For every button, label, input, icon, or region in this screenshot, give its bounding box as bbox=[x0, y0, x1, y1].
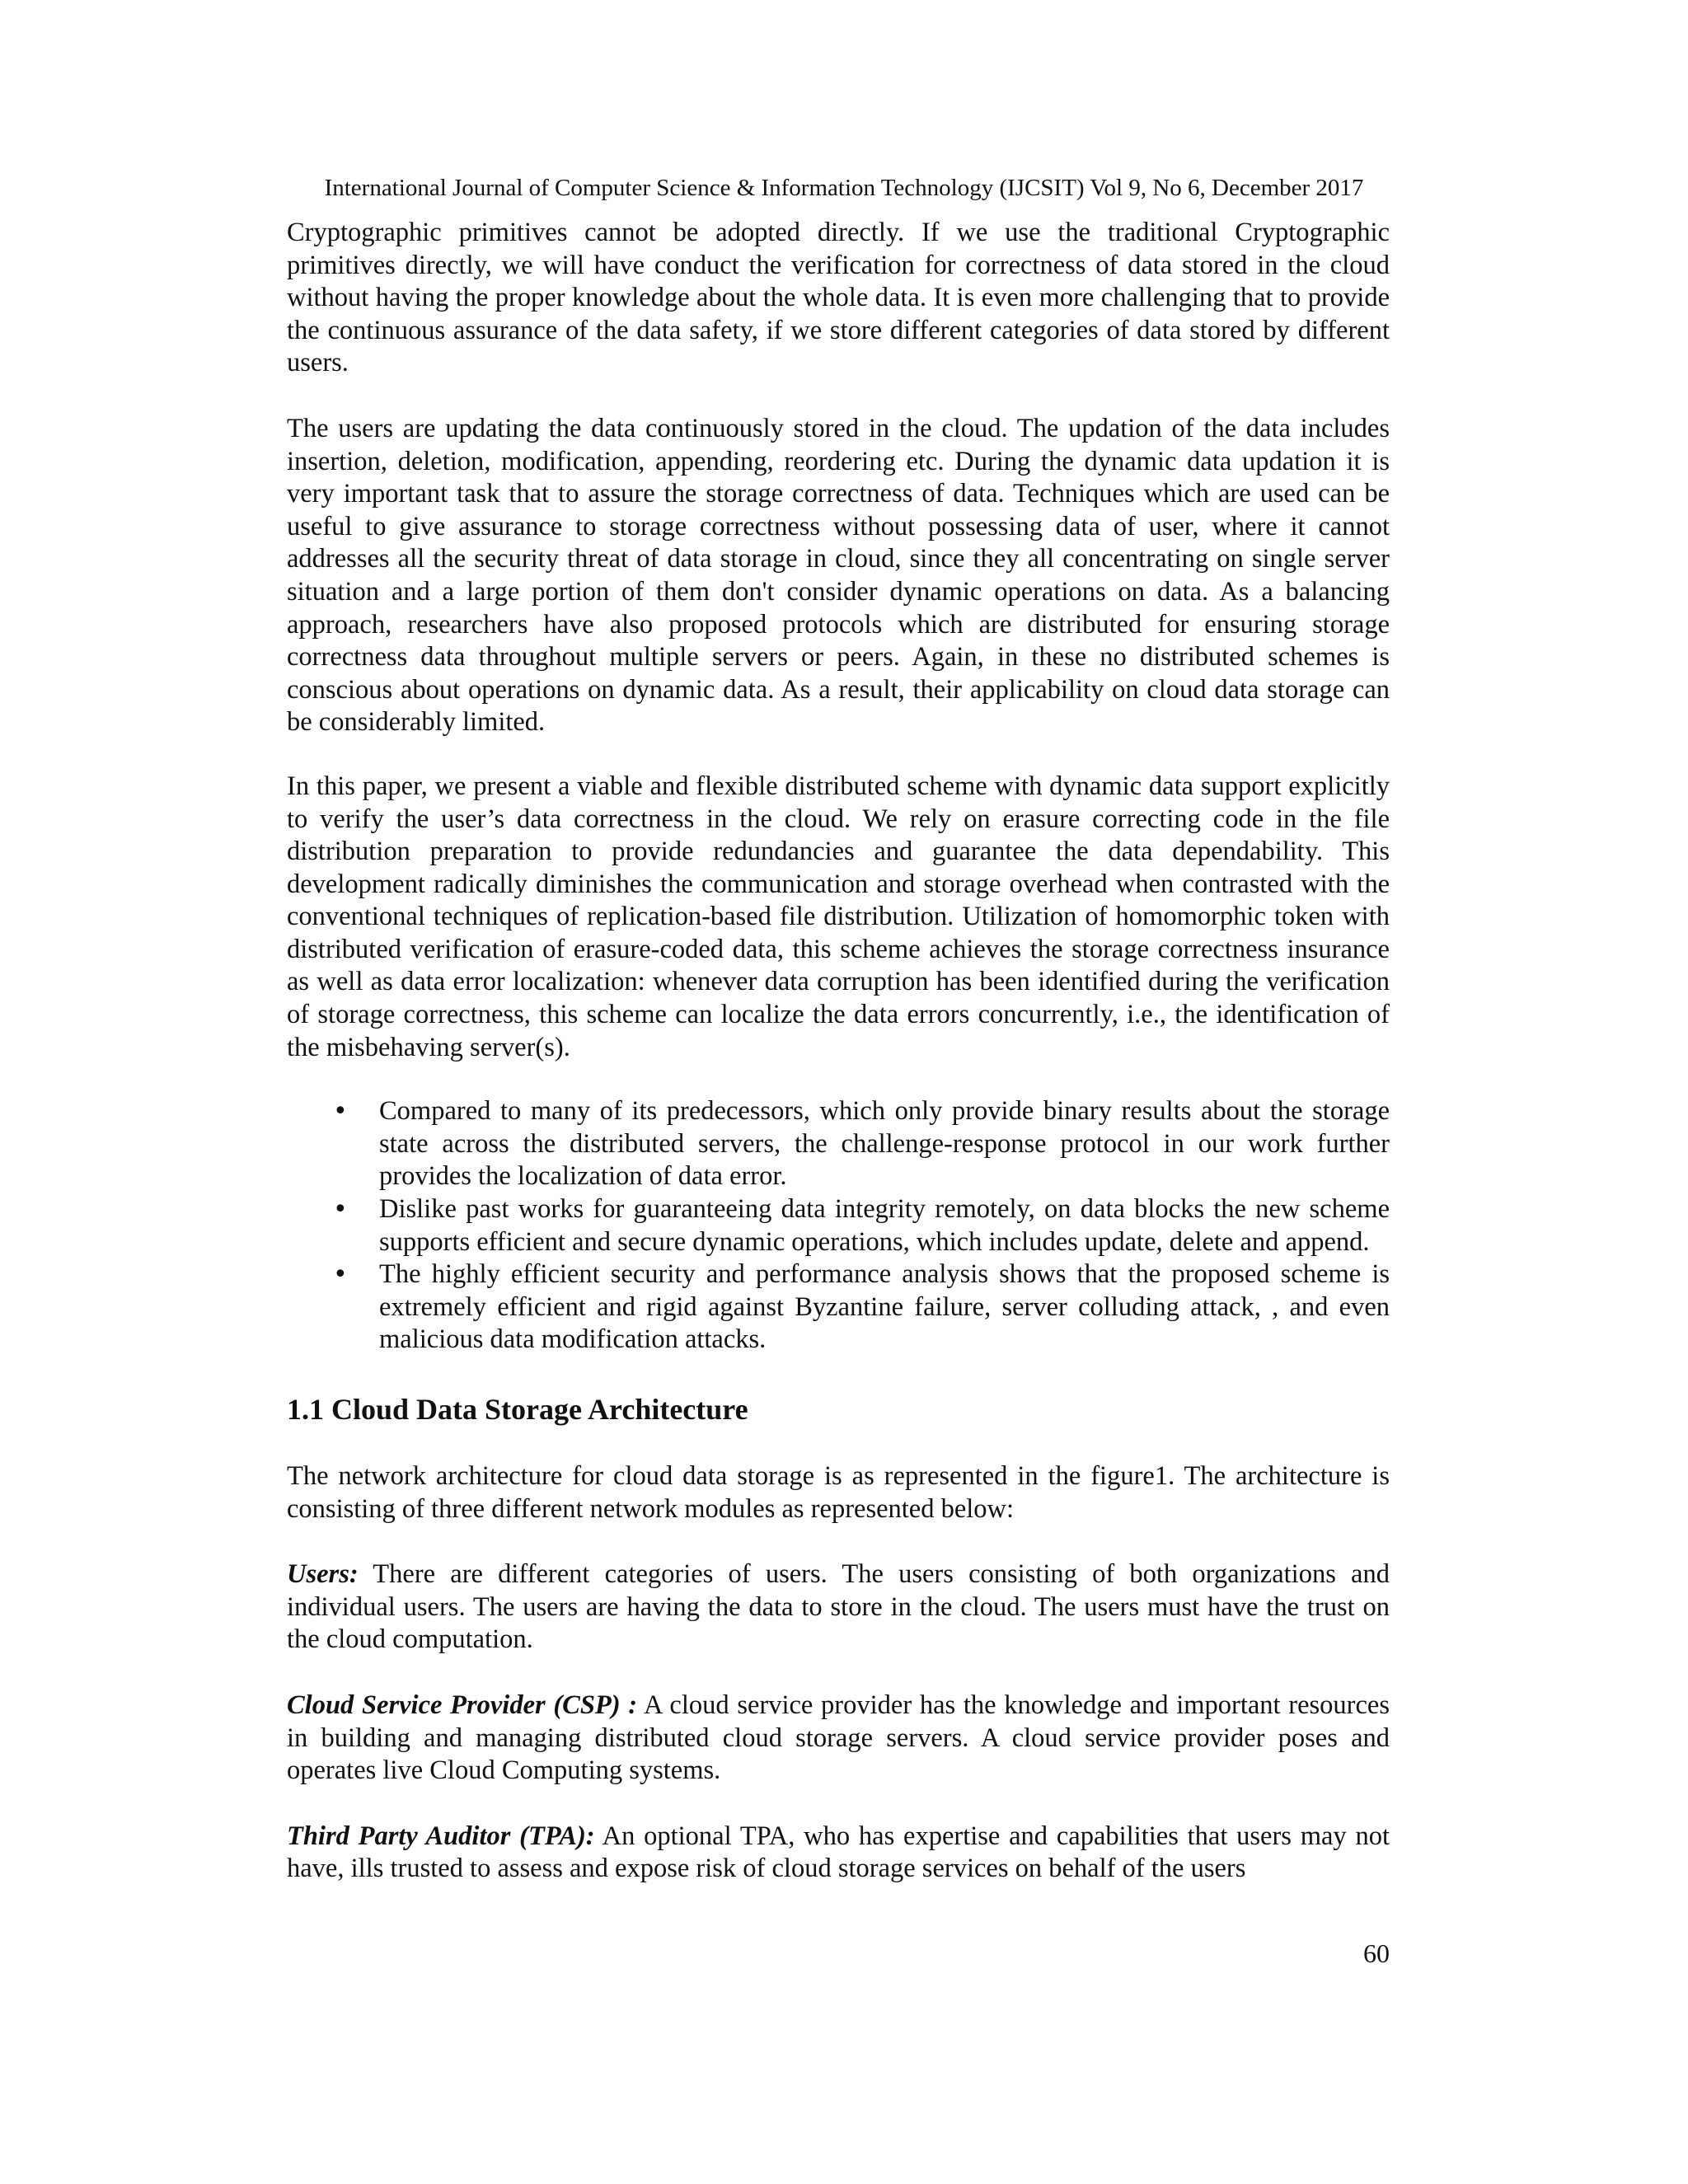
definition-csp bbox=[287, 1690, 1390, 1788]
definition-users bbox=[287, 1558, 1390, 1657]
definition-term-users: Users: bbox=[287, 1559, 359, 1590]
paragraph-proposed-scheme: In this paper, we present a viable and flexible distributed scheme with dynamic data support explicitly to verify the user’s data correctness in the cloud. We rely on erasure correcting code in the file distribution preparation to provide redundancies and guarantee the data dependability. This development radically diminishes the communication and storage overhead when contrasted with the conventional techniques of replication-based file distribution. Utilization of homomorphic token with distributed verification of erasure-coded data, this scheme achieves the storage correctness insurance as well as data error localization: whenever data corruption has been identified during the verification of storage correctness, this scheme can localize the data errors concurrently, i.e., the identification of the misbehaving server(s). bbox=[287, 771, 1390, 1062]
bullet-icon: • bbox=[333, 1195, 348, 1225]
list-item-text: Dislike past works for guaranteeing data integrity remotely, on data blocks the new scheme supports efficient and secure dynamic operations, which includes update, delete and append. bbox=[379, 1194, 1390, 1257]
paragraph-dynamic-updation: The users are updating the data continuously stored in the cloud. The updation of the data includes insertion, deletion, modification, appending, reordering etc. During the dynamic data updation it is very important task that to assure the storage correctness of data. Techniques which are used can be useful to give assurance to storage correctness without possessing data of user, where it cannot addresses all the security threat of data storage in cloud, since they all concentrating on single server situation and a large portion of them don't consider dynamic operations on data. As a balancing approach, researchers have also proposed protocols which are distributed for ensuring storage correctness data throughout multiple servers or peers. Again, in these no distributed schemes is conscious about operations on dynamic data. As a result, their applicability on cloud data storage can be considerably limited. bbox=[287, 413, 1390, 738]
section-heading: 1.1 Cloud Data Storage Architecture bbox=[287, 1393, 748, 1426]
list-item bbox=[287, 1193, 1390, 1258]
page-number: 60 bbox=[1363, 1938, 1390, 1968]
definition-text-csp: A cloud service provider has the knowledge and important resources in building and managing distributed cloud storage servers. A cloud service provider poses and operates live Cloud Computing systems. bbox=[287, 1690, 1390, 1786]
list-item-text: The highly efficient security and performance analysis shows that the proposed scheme is extremely efficient and rigid against Byzantine failure, server colluding attack, , and even malicious data modification attacks. bbox=[379, 1259, 1390, 1355]
definition-text-tpa: An optional TPA, who has expertise and capabilities that users may not have, ills trusted to assess and expose risk of cloud storage services on behalf of the users bbox=[287, 1821, 1390, 1884]
paragraph-cryptographic-primitives: Cryptographic primitives cannot be adopted directly. If we use the traditional Cryptographic primitives directly, we will have conduct the verification for correctness of data stored in the cloud without having the proper knowledge about the whole data. It is even more challenging that to provide the continuous assurance of the data safety, if we store different categories of data stored by different users. bbox=[287, 218, 1390, 378]
definition-term-tpa: Third Party Auditor (TPA): bbox=[287, 1821, 595, 1851]
bullet-icon: • bbox=[333, 1097, 348, 1127]
list-item-text: Compared to many of its predecessors, which only provide binary results about the storage state across the distributed servers, the challenge-response protocol in our work further provides the localization of data error. bbox=[379, 1096, 1390, 1192]
list-item bbox=[287, 1258, 1390, 1357]
paragraph-architecture-intro: The network architecture for cloud data storage is as represented in the figure1. The architecture is consisting of three different network modules as represented below: bbox=[287, 1461, 1390, 1524]
list-item bbox=[287, 1095, 1390, 1193]
running-header: International Journal of Computer Science & Information Technology (IJCSIT) Vol 9, No 6, December 2017 bbox=[324, 175, 1364, 201]
definition-text-users: There are different categories of users. The users consisting of both organizations and individual users. The users are having the data to store in the cloud. The users must have the trust on the cloud computation. bbox=[287, 1559, 1390, 1655]
definition-tpa bbox=[287, 1821, 1390, 1886]
bullet-icon: • bbox=[333, 1260, 348, 1290]
definition-term-csp: Cloud Service Provider (CSP) : bbox=[287, 1690, 638, 1720]
body-text bbox=[287, 217, 1390, 1886]
contribution-list bbox=[287, 1095, 1390, 1357]
